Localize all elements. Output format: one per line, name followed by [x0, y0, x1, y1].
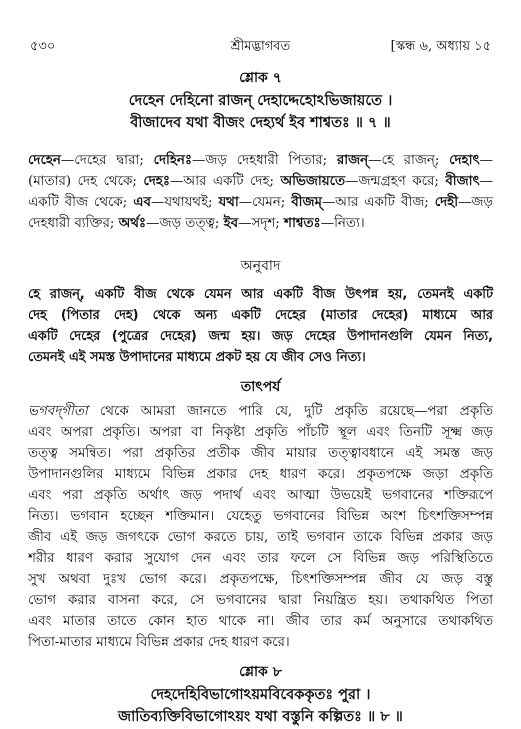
synonym-word: বীজম্‌ [291, 194, 322, 210]
synonym-meaning: —যেমন; [238, 195, 292, 210]
synonym-meaning: —আর একটি দেহ; [170, 174, 281, 189]
synonym-meaning: —জড় দেহধারী পিতার; [192, 153, 337, 168]
purport-line: তত্ত্ব সমন্বিত। পরা প্রকৃতির প্রতীক জীব মায়ার তত্ত্বাবধানে এই সমস্ত জড় [28, 446, 493, 461]
chapter-reference: [স্কন্ধ ৬, অধ্যায় ১৫ [390, 38, 491, 54]
synonym-word: শাশ্বতঃ [284, 215, 321, 231]
synonym-word: ইব [223, 215, 239, 231]
purport-line: জীব এই জড় জগৎকে ভোগ করতে চায়, তাই ভগবান তাকে বিভিন্ন প্রকার জড় [28, 530, 493, 545]
book-reference: ভগবদ্‌গীতা [28, 404, 88, 419]
translation-line: দেহ (পিতার দেহ) থেকে অন্য একটি দেহের (মাতার দেহের) মাধ্যমে আর [28, 308, 493, 323]
synonym-meaning: —জন্মগ্রহণ করে; [345, 174, 446, 189]
synonym-word: অর্থঃ [118, 215, 147, 231]
purport-line: এবং পরা প্রকৃতি অর্থাৎ জড় পদার্থ এবং আত্মা উভয়েই ভগবানের শক্তিরূপে [28, 488, 493, 503]
translation-line: একটি দেহের (পুত্রের দেহের) জন্ম হয়। জড় দেহের উপাদানগুলি যেমন নিত্য, [28, 329, 493, 344]
synonym-meaning: —হে রাজন্‌; [368, 153, 450, 168]
synonym-word: রাজন্‌ [336, 152, 369, 168]
synonym-word: বীজাৎ [445, 173, 480, 189]
synonyms-paragraph [28, 150, 493, 234]
synonym-meaning: —দেহের দ্বারা; [60, 153, 154, 168]
purport-line: ভোগ করার বাসনা করে, সে ভগবানের দ্বারা নিয়ন্ত্রিত হয়। তথাকথিত পিতা [28, 593, 493, 608]
synonym-word: দেহাৎ [449, 152, 480, 168]
synonym-meaning: —আর একটি বীজ; [321, 195, 435, 210]
synonym-meaning: —সদৃশ; [238, 216, 285, 231]
synonym-word: অভিজায়তে [280, 173, 346, 189]
synonym-word: দেহঃ [143, 173, 170, 189]
purport-text [28, 401, 493, 653]
synonym-word: দেহিনঃ [153, 152, 192, 168]
synonym-meaning: —জড় দেহধারী ব্যক্তির; [28, 195, 493, 231]
translation-line: হে রাজন্‌, একটি বীজ থেকে যেমন আর একটি বীজ উৎপন্ন হয়, তেমনই একটি [28, 287, 493, 302]
verse-7-title: শ্লোক ৭ [239, 70, 282, 86]
synonym-meaning: —যথাযথই; [150, 195, 219, 210]
verse-8-line-1: দেহদেহিবিভাগোঽয়মবিবেককৃতঃ পুরা । [150, 686, 371, 703]
synonym-word: দেহী [434, 194, 459, 210]
synonym-meaning: —জড় তত্ত্ব; [146, 216, 224, 231]
purport-line: ভগবদ্‌গীতা থেকে আমরা জানতে পারি যে, দুটি প্রকৃতি রয়েছে—পরা প্রকৃতি [28, 404, 493, 419]
verse-7-line-1: দেহেন দেহিনো রাজন্‌ দেহাদ্দেহোঽভিজায়তে । [128, 92, 393, 109]
synonyms-block [28, 150, 493, 234]
translation-title: অনুবাদ [240, 258, 281, 274]
running-header [30, 38, 491, 56]
book-title: শ্রীমদ্ভাগবত [230, 38, 291, 54]
verse-7-block [28, 66, 493, 134]
purport-line: এবং অপরা প্রকৃতি। অপরা বা নিকৃষ্টা প্রকৃতি পাঁচটি স্থূল এবং তিনটি সূক্ষ্ম জড় [28, 425, 493, 440]
purport-line: সুখ অথবা দুঃখ ভোগ করে। প্রকৃতপক্ষে, চিৎশক্তিসম্পন্ন জীব যে জড় বস্তু [28, 572, 493, 587]
translation-text [28, 284, 493, 368]
verse-8-title: শ্লোক ৮ [239, 664, 282, 680]
synonym-meaning: —(মাতার) দেহ থেকে; [28, 153, 493, 189]
purport-line: উপাদানগুলির মাধ্যমে বিভিন্ন প্রকার দেহ ধারণ করে। প্রকৃতপক্ষে জড়া প্রকৃতি [28, 467, 493, 482]
translation-line: তেমনই এই সমস্ত উপাদানের মাধ্যমে প্রকট হয় যে জীব সেও নিত্য। [28, 350, 366, 365]
translation-block [28, 254, 493, 368]
synonym-word: এব [133, 194, 151, 210]
purport-line: শরীর ধারণ করার সুযোগ দেন এবং তার ফলে সে বিভিন্ন জড় পরিস্থিতিতে [28, 551, 493, 566]
purport-block [28, 375, 493, 653]
synonym-word: যথা [218, 194, 239, 210]
synonym-meaning: —নিত্য। [320, 216, 365, 231]
page-number: ৫৩০ [30, 38, 56, 54]
purport-title: তাৎপর্য [240, 379, 281, 395]
purport-line: এবং মাতার তাতে কোন হাত থাকে না। জীব তার কর্ম অনুসারে তথাকথিত [28, 614, 493, 629]
verse-7-line-2: বীজাদেব যথা বীজং দেহ্যর্থ ইব শাশ্বতঃ ॥ ৭ ॥ [130, 114, 391, 131]
verse-8-line-2: জাতিব্যক্তিবিভাগোঽয়ং যথা বস্তুনি কল্পিতঃ ॥ ৮ ॥ [118, 708, 403, 725]
purport-line: পিতা-মাতার মাধ্যমে বিভিন্ন প্রকার দেহ ধারণ করে। [28, 635, 290, 650]
synonym-meaning: —একটি বীজ থেকে; [28, 174, 494, 210]
synonym-word: দেহেন [28, 152, 61, 168]
verse-8-block [28, 660, 493, 728]
purport-line: নিত্য। ভগবান হচ্ছেন শক্তিমান। যেহেতু ভগবানের বিভিন্ন অংশ চিৎশক্তিসম্পন্ন [28, 509, 493, 524]
